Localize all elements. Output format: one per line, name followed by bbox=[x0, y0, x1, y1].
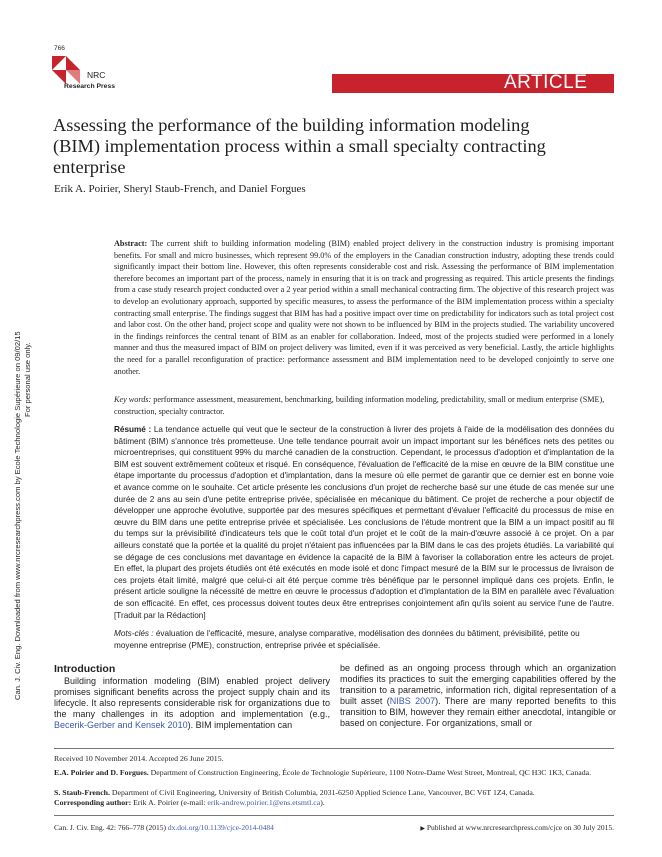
article-label: ARTICLE bbox=[504, 72, 588, 93]
citation-link[interactable]: NIBS 2007 bbox=[389, 696, 436, 706]
intro-col1-after: ). BIM implementation can bbox=[187, 720, 293, 730]
corresponding-label: Corresponding author: bbox=[54, 798, 132, 807]
abstract bbox=[114, 238, 614, 377]
mots-cles bbox=[114, 628, 614, 651]
corresponding-author bbox=[54, 798, 614, 808]
intro-col2-text: be defined as an ongoing process through which an organization modifies its practices to suit the emerging capabilities offered by the transition to a parametric, information rich, digital representation of a built asset ( bbox=[340, 663, 616, 706]
footer-published bbox=[420, 823, 614, 832]
page-number: 766 bbox=[54, 45, 65, 52]
citation-link[interactable]: Becerik-Gerber and Kensek 2010 bbox=[54, 720, 188, 730]
resume-label: Résumé : bbox=[114, 425, 152, 434]
corresponding-text: Erik A. Poirier (e-mail: bbox=[133, 798, 208, 807]
affil2-names: S. Staub-French. bbox=[54, 788, 110, 797]
affil1-text: Department of Construction Engineering, École de Technologie Supérieure, 1100 Notre-Dame West Street, Montreal, QC H3C 1K3, Canada. bbox=[150, 768, 592, 777]
abstract-label: Abstract: bbox=[114, 239, 148, 248]
download-notice: Can. J. Civ. Eng. Downloaded from www.nrcresearchpress.com by Ecole Technologie Supérieure on 09/02/15 bbox=[13, 331, 22, 700]
doi-link[interactable]: dx.doi.org/10.1139/cjce-2014-0484 bbox=[167, 823, 274, 832]
abstract-text: The current shift to building information modeling (BIM) enabled project delivery in the construction industry is promising important benefits. For small and micro businesses, which represent 99.0% of the employers in the Canadian construction industry, adopting these trends could significantly impact their bottom line. However, this often represents considerable cost and risk. Assessing the performance of BIM implementation therefore becomes an important part of the process, namely in ensuring that it is on track and progressing as required. This article presents the findings from a case study research project conducted over a 2 year period within a small mechanical contracting firm. The objective of this research project was to develop an evolutionary approach, supported by specific measures, to assess the performance of the BIM implementation process within a specialty contracting small enterprise. The findings suggest that BIM has had a positive impact over time on predictability for indicators such as total project cost and labor cost. On the other hand, project scope and quality were not shown to be influenced by BIM in the projects studied. The variability uncovered in the findings reinforces the central tenant of BIM as an enabler for collaboration. Indeed, most of the projects studied were performed in a lonely manner and thus the measured impact of BIM on project delivery was limited, even if it was perceived as very beneficial. Lastly, the article highlights the need for a parallel reconfiguration of practice: performance assessment and BIM implementation need to be developed conjointly to serve one another. bbox=[114, 239, 614, 376]
affil1-names: E.A. Poirier and D. Forgues. bbox=[54, 768, 149, 777]
published-date: Published at www.nrcresearchpress.com/cjce on 30 July 2015. bbox=[426, 823, 614, 832]
resume bbox=[114, 424, 614, 621]
intro-column-left bbox=[54, 676, 330, 731]
mots-cles-text: évaluation de l'efficacité, mesure, analyse comparative, modélisation des données du bâtiment, prévisibilité, petite ou moyenne entreprise (PME), construction, entreprise privée et spécialisée. bbox=[114, 629, 580, 650]
journal-citation: Can. J. Civ. Eng. 42: 766–778 (2015) bbox=[54, 823, 167, 832]
email-link[interactable]: erik-andrew.poirier.1@ens.etsmtl.ca bbox=[207, 798, 321, 807]
footnote-divider bbox=[54, 748, 614, 749]
affiliation-1 bbox=[54, 768, 614, 778]
nrc-logo-icon bbox=[52, 56, 80, 84]
introduction-heading: Introduction bbox=[54, 663, 116, 675]
keywords-label: Key words: bbox=[114, 395, 152, 404]
keywords-text: performance assessment, measurement, benchmarking, building information modeling, predictability, small or medium enterprise (SME), construction, specialty contractor. bbox=[114, 395, 605, 416]
mots-cles-label: Mots-clés : bbox=[114, 629, 154, 638]
publisher-name: NRC bbox=[87, 70, 106, 80]
publisher-press: Research Press bbox=[64, 83, 116, 90]
footer-citation bbox=[54, 823, 274, 832]
corresponding-end: ). bbox=[320, 798, 325, 807]
article-title: Assessing the performance of the building information modeling (BIM) implementation process within a small specialty contracting enterprise bbox=[53, 115, 546, 177]
intro-col2-after: ). There are many reported benefits to this transition to BIM, however they remain either anecdotal, intangible or based on conjecture. For organizations, small or bbox=[340, 696, 617, 728]
affil2-text: Department of Civil Engineering, University of British Columbia, 2031-6250 Applied Science Lane, Vancouver, BC V6T 1Z4, Canada. bbox=[111, 788, 535, 797]
intro-col1-text: Building information modeling (BIM) enabled project delivery promises significant benefits across the project supply chain and its lifecycle. It also represents considerable risk for organizations due to the many challenges in its adoption and implementation (e.g., bbox=[54, 676, 330, 719]
received-dates: Received 10 November 2014. Accepted 26 June 2015. bbox=[54, 754, 224, 763]
keywords bbox=[114, 394, 614, 417]
footer-divider bbox=[54, 815, 614, 816]
intro-column-right bbox=[340, 663, 616, 729]
personal-use-notice: For personal use only. bbox=[23, 342, 32, 417]
resume-text: La tendance actuelle qui veut que le secteur de la construction à livrer des projets à l'aide de la modélisation des données du bâtiment (BIM) s'annonce très prometteuse. Une telle tendance pourrait avoir un impact important sur les bénéfices nets des petites ou microentreprises, qui constituent 99% du marché canadien de la construction. Cependant, le processus d'adoption et d'implantation de la BIM est souvent extrêmement coûteux et risqué. En conséquence, l'évaluation de l'efficacité de la mise en œuvre de la BIM constitue une étape importante du processus d'adoption et d'implantation, dans la mesure où elle permet de garantir que ce dernier est en bonne voie et avance comme on le souhaite. Cet article présente les conclusions d'un projet de recherche basé sur une étude de cas menée sur une durée de 2 ans au sein d'une petite entreprise privée, spécialisée en mécanique du bâtiment. Ce projet de recherche a pour objectif de développer une approche évolutive, supportée par des mesures spécifiques et permettant d'évaluer l'efficacité du processus de mise en œuvre du BIM dans une petite entreprise privée et spécialisée. Les conclusions de l'étude montrent que la BIM a un impact positif au fil du temps sur la prévisibilité d'indicateurs tels que le coût total d'un projet et le coût de la main-d'œuvre associé à ce projet. On a par ailleurs constaté que la portée et la qualité du projet n'étaient pas influencées par la BIM dans le cas des projets étudiés. La variabilité qui se dégage de ces conclusions met davantage en évidence la capacité de la BIM à favoriser la collaboration entre les acteurs de projet. En effet, la plupart des projets étudiés ont été exécutés en mode isolé et donc l'impact mesuré de la BIM sur le processus de livraison de ces projets était limité, malgré que celui-ci ait été perçue comme très bénéfique par le personnel impliqué dans ces projets. Enfin, le présent article souligne la nécessité de mettre en œuvre le processus d'adoption et d'implantation de la BIM en parallèle avec l'évaluation de son efficacité. En effet, ces processus doivent toutes deux être entreprises conjointement afin qu'ils soient au service l'une de l'autre. [Traduit par la Rédaction] bbox=[114, 425, 614, 620]
arrow-icon: ▶ bbox=[420, 826, 425, 832]
affiliation-2 bbox=[54, 788, 614, 798]
author-list: Erik A. Poirier, Sheryl Staub-French, and Daniel Forgues bbox=[54, 183, 306, 195]
